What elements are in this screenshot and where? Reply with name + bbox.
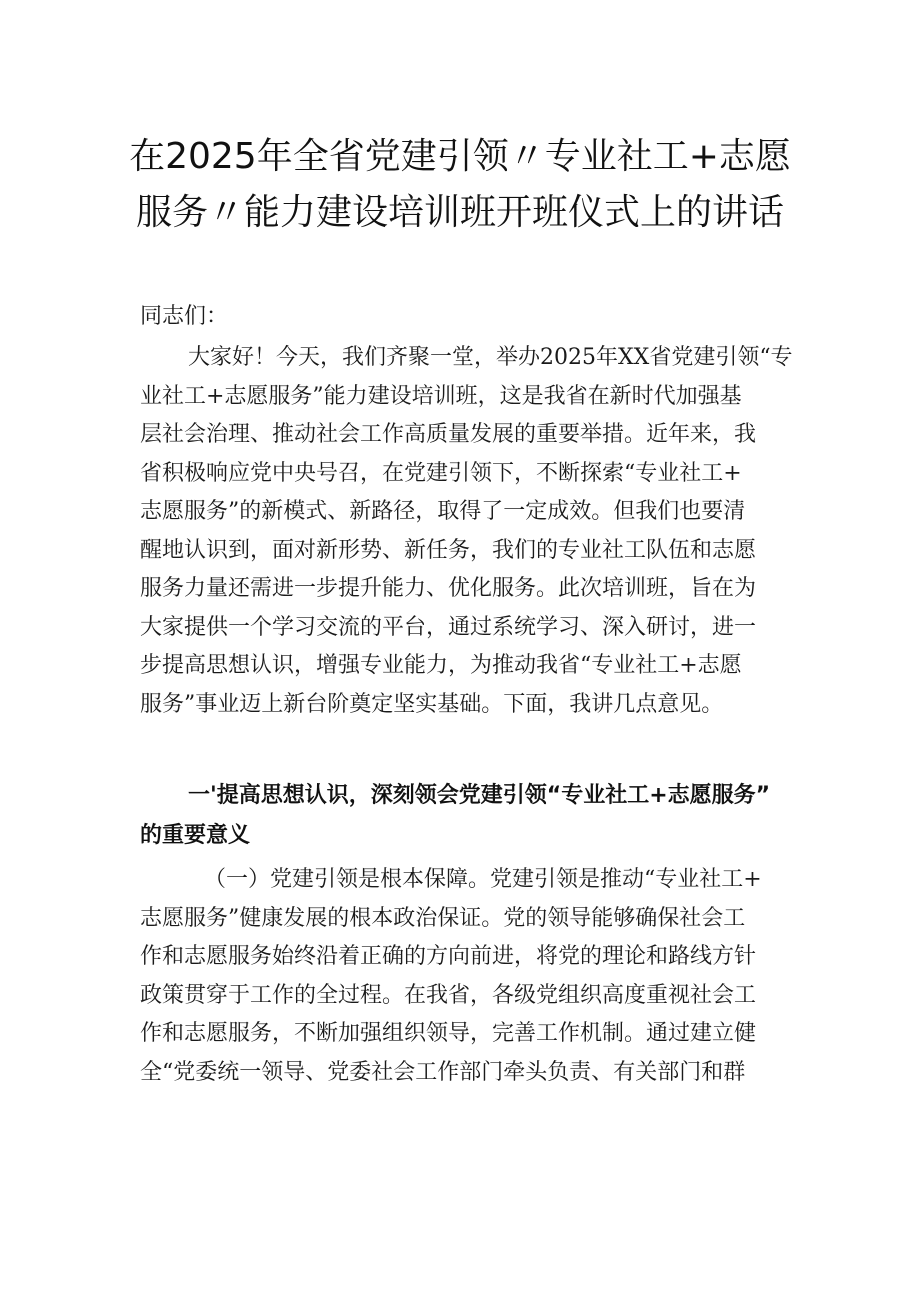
heading-line: 的重要意义 xyxy=(140,823,251,848)
paragraph-line: 服务力量还需进一步提升能力、优化服务。此次培训班，旨在为 xyxy=(140,576,757,601)
document-title-line-1: 在2025年全省党建引领〃专业社工+志愿 xyxy=(129,136,791,177)
salutation: 同志们： xyxy=(140,304,229,329)
paragraph-line: 志愿服务”的新模式、新路径，取得了一定成效。但我们也要清 xyxy=(140,499,746,524)
paragraph-line: 全“党委统一领导、党委社会工作部门牵头负责、有关部门和群 xyxy=(140,1059,746,1085)
paragraph-line: 作和志愿服务始终沿着正确的方向前进，将党的理论和路线方针 xyxy=(140,944,757,969)
paragraph-line: 步提高思想认识，增强专业能力，为推动我省“专业社工+志愿 xyxy=(140,653,742,678)
paragraph-line: 志愿服务”健康发展的根本政治保证。党的领导能够确保社会工 xyxy=(140,905,746,931)
paragraph-line: 大家提供一个学习交流的平台，通过系统学习、深入研讨，进一 xyxy=(140,614,757,640)
paragraph-line: 业社工+志愿服务”能力建设培训班，这是我省在新时代加强基 xyxy=(140,383,742,409)
paragraph-line: 省积极响应党中央号召，在党建引领下，不断探索“专业社工+ xyxy=(140,460,742,486)
heading-line: 一'提高思想认识，深刻领会党建引领“专业社工+志愿服务” xyxy=(188,783,771,808)
paragraph-line: 服务”事业迈上新台阶奠定坚实基础。下面，我讲几点意见。 xyxy=(140,691,724,717)
paragraph-line: 作和志愿服务，不断加强组织领导，完善工作机制。通过建立健 xyxy=(140,1021,757,1046)
paragraph-line: 醒地认识到，面对新形势、新任务，我们的专业社工队伍和志愿 xyxy=(140,537,757,563)
paragraph-line: （一）党建引领是根本保障。党建引领是推动“专业社工+ xyxy=(204,867,762,892)
paragraph-intro xyxy=(140,339,793,724)
section-heading-1 xyxy=(140,776,790,856)
paragraph-line: 层社会治理、推动社会工作高质量发展的重要举措。近年来，我 xyxy=(140,422,757,447)
document-title-line-2: 服务〃能力建设培训班开班仪式上的讲话 xyxy=(135,192,784,233)
paragraph-section-1-1 xyxy=(140,861,790,1092)
paragraph-line: 政策贯穿于工作的全过程。在我省，各级党组织高度重视社会工 xyxy=(140,982,757,1008)
paragraph-line: 大家好！今天，我们齐聚一堂，举办2025年XX省党建引领“专 xyxy=(188,345,793,370)
